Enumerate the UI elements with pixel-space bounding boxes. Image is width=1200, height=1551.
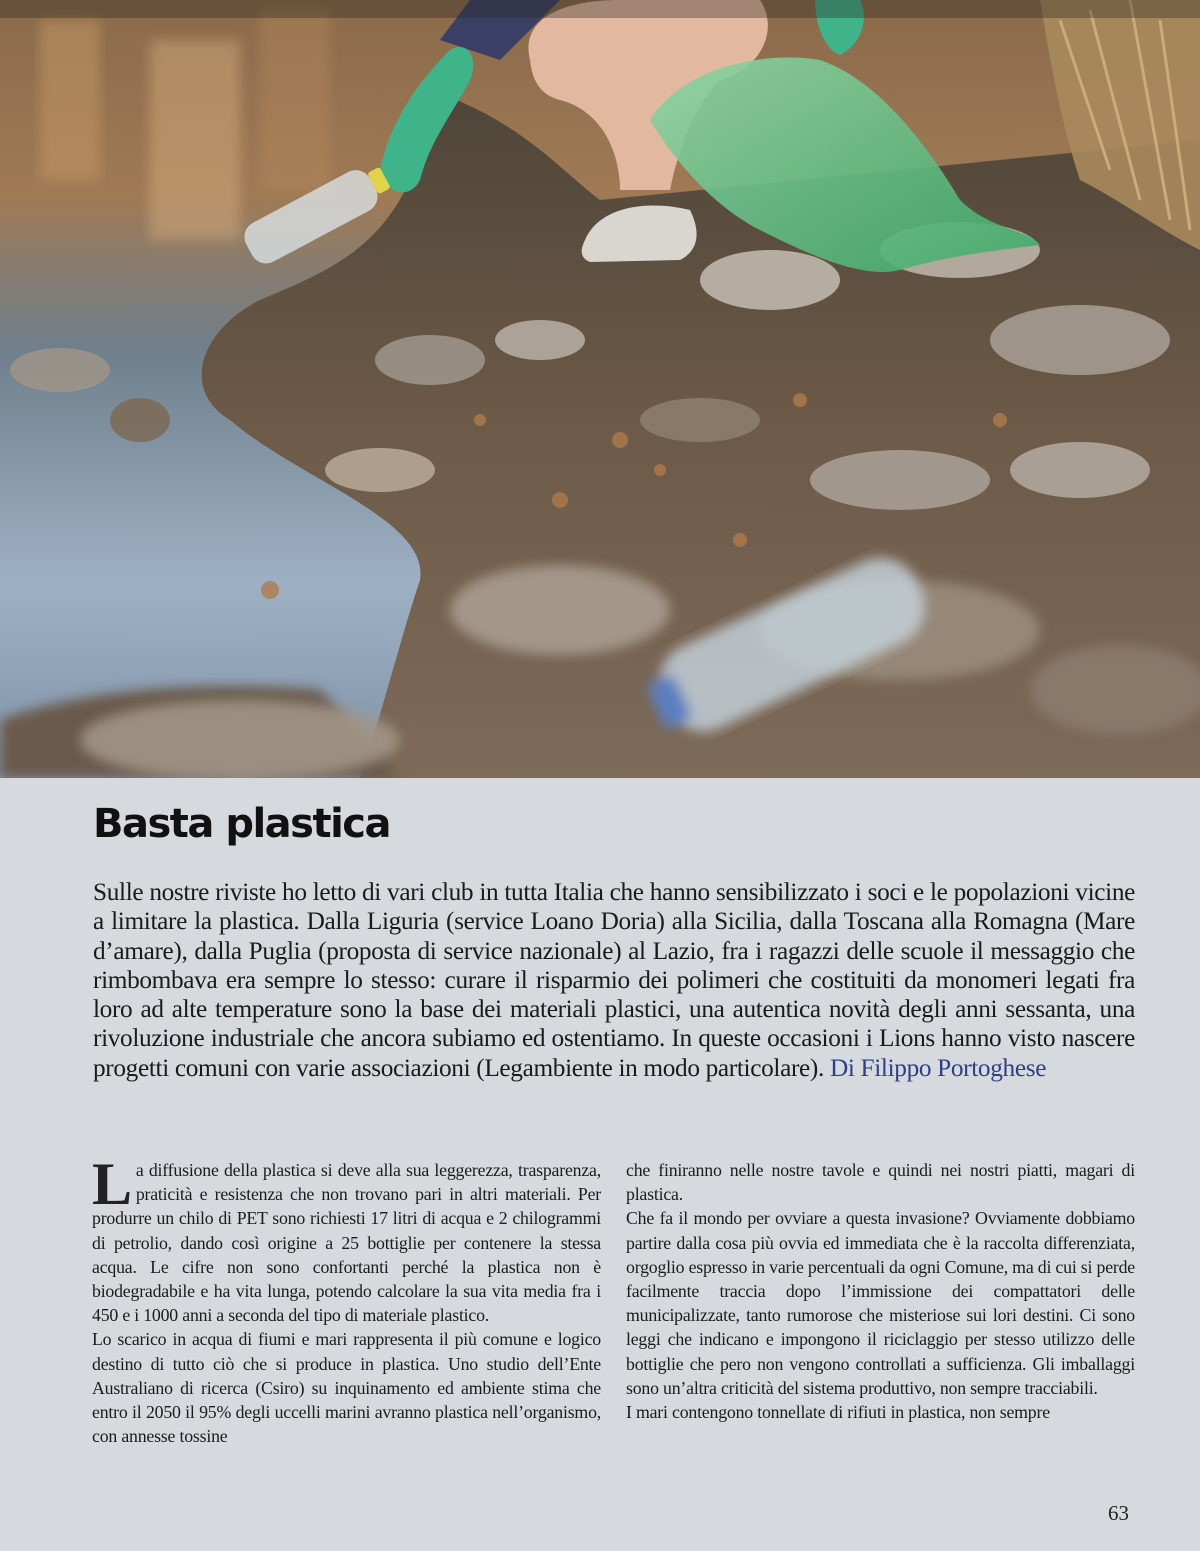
intro-text: Sulle nostre riviste ho letto di vari club in tutta Italia che hanno sensibilizzato i soci e le popolazioni vicine a limitare la plastica. Dalla Liguria (service Loano Doria) alla Sicilia, dalla Toscana alla Romagna (Mare d’amare), dalla Puglia (proposta di service nazionale) al Lazio, fra i ragazzi delle scuole il messaggio che rimbombava era sempre lo stesso: curare il risparmio dei polimeri che costituiti da monomeri legati fra loro ad alte temperature sono la base dei materiali plastici, una autentica novità degli anni sessanta, una rivoluzione industriale che ancora subiamo ed ostentiamo. In queste occasioni i Lions hanno visto nascere progetti comuni con varie associazioni (Legambiente in modo particolare). <box>93 878 1135 1082</box>
paragraph: Lo scarico in acqua di fiumi e mari rappresenta il più comune e logico destino di tutto ciò che si produce in plastica. Uno studio dell’Ente Australiano di ricerca (Csiro) su inquinamento ed ambiente stima che entro il 2050 il 95% degli uccelli marini avranno plastica nell’organismo, con annesse tossine <box>92 1329 601 1447</box>
article-intro <box>93 878 1135 1083</box>
page-number: 63 <box>1108 1501 1129 1525</box>
drop-cap: L <box>92 1151 132 1217</box>
paragraph: che finiranno nelle nostre tavole e quindi nei nostri piatti, magari di plastica. <box>626 1160 1135 1205</box>
right-column <box>626 1158 1135 1424</box>
paragraph: I mari contengono tonnellate di rifiuti in plastica, non sempre <box>626 1402 1050 1423</box>
paragraph: Che fa il mondo per ovviare a questa invasione? Ovviamente dobbiamo partire dalla cosa più ovvia ed immediata che è la raccolta differenziata, orgoglio espresso in varie percentuali da ogni Comune, ma di cui si perde facilmente traccia dopo l’immissione dei compattatori delle municipalizzate, tanto rumorose che misteriose sui lori destini. Ci sono leggi che indicano e impongono il riciclaggio per stesso utilizzo delle bottiglie che pero non vengono controllati a sufficienza. Gli imballaggi sono un’altra criticità del sistema produttivo, non sempre tracciabili. <box>626 1208 1135 1398</box>
article-title: Basta plastica <box>93 801 391 847</box>
byline: Di Filippo Portoghese <box>829 1053 1047 1082</box>
paragraph-text: a diffusione della plastica si deve alla sua leggerezza, trasparenza, praticità e resistenza che non trovano pari in altri materiali. Per produrre un chilo di PET sono richiesti 17 litri di acqua e 2 chilogrammi di petrolio, dando così origine a 25 bottiglie per contenere la stessa acqua. Le cifre non sono confortanti perché la plastica non è biodegradabile e ha vita lunga, potendo calcolare la sua vita media fra i 450 e i 1000 anni a seconda del tipo di materiale plastico. <box>92 1160 601 1326</box>
left-column <box>92 1151 601 1448</box>
paragraph <box>92 1151 601 1327</box>
